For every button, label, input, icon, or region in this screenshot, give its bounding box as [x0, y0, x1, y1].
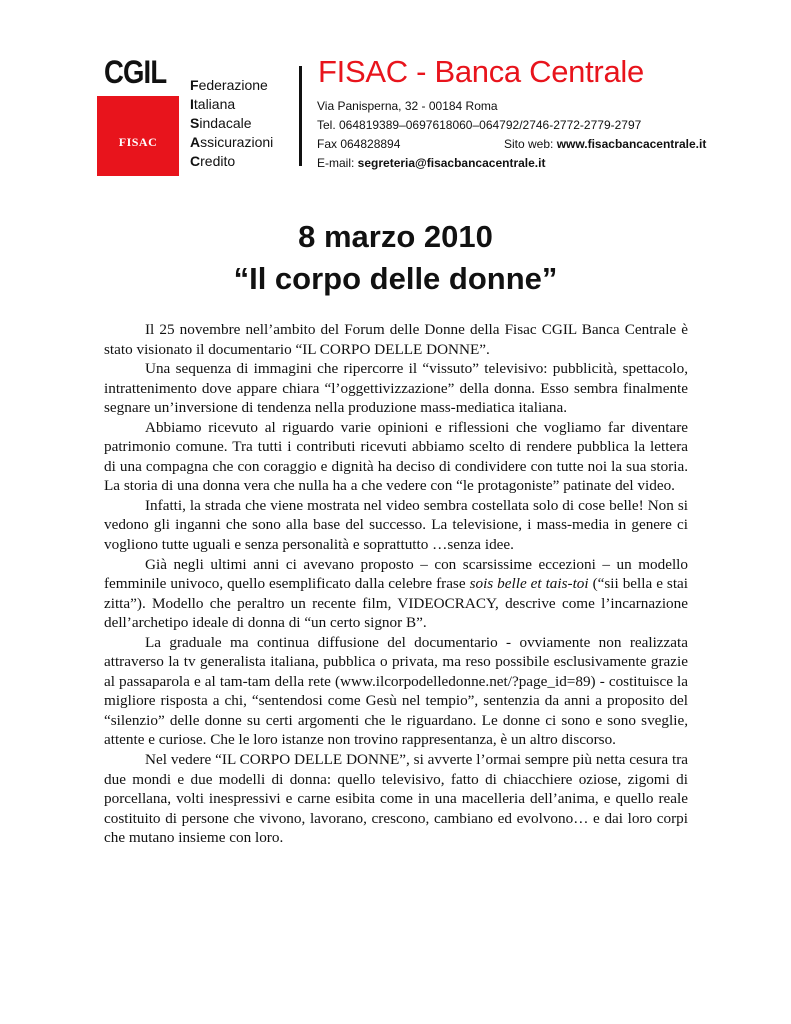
- acronym-rest: ssicurazioni: [200, 134, 274, 150]
- website-link[interactable]: www.fisacbancacentrale.it: [556, 137, 707, 151]
- acronym-row: [190, 95, 273, 114]
- italic-quote: sois belle et tais-toi: [469, 575, 589, 593]
- letterhead-divider: [299, 66, 302, 166]
- fax-number: Fax 064828894: [317, 137, 401, 151]
- email-link[interactable]: segreteria@fisacbancacentrale.it: [357, 156, 546, 170]
- acronym-initial: I: [190, 96, 194, 112]
- acronym-row: [190, 133, 273, 152]
- paragraph: Infatti, la strada che viene mostrata nel video sembra costellata solo di cose belle! Non si vedono gli inganni che sono alla base del successo. La televisione, i mass-media in genere ci vogliono tutte uguali e senza personalità e soprattutto …senza idee.: [104, 496, 688, 554]
- website: [504, 135, 706, 154]
- acronym-initial: C: [190, 153, 201, 169]
- acronym-rest: ederazione: [198, 77, 268, 93]
- acronym-rest: redito: [200, 153, 236, 169]
- paragraph: La graduale ma continua diffusione del documentario - ovviamente non realizzata attraverso la tv generalista italiana, pubblica o privata, ma reso possibile esclusivamente grazie al passaparola e al tam-tam della rete (www.ilcorpodelledonne.net/?page_id=89) - costituisce la migliore risposta a chi, “sentendosi come Gesù nel tempio”, sentenzia da anni a proposito del “silenzio” delle donne su certi argomenti che le riguardano. Le donne ci sono e sono sveglie, attente e curiose. Che le loro istanze non trovino rappresentanza, è un altro discorso.: [104, 633, 688, 749]
- email-line: [317, 154, 641, 173]
- fax-site-line: [317, 135, 707, 154]
- paragraph: Abbiamo ricevuto al riguardo varie opinioni e riflessioni che vogliamo far diventare patrimonio comune. Tra tutti i contributi ricevuti abbiamo scelto di rendere pubblica la lettera di una compagna che con coraggio e dignità ha deciso di condividere con tutte noi la sua storia. La storia di una donna vera che nulla ha a che vedere con “le protagoniste” patinate del video.: [104, 418, 688, 495]
- paragraph: Nel vedere “IL CORPO DELLE DONNE”, si avverte l’ormai sempre più netta cesura tra due mondi e due modelli di donna: quello televisivo, fatto di chiacchiere oziose, zigomi di porcellana, volti inespressivi e carne esibita come in una macelleria dell’anima, e quello reale costituito di persone che vivono, lavorano, crescono, cambiano ed evolvono… e dai loro corpi che mutano insieme con loro.: [104, 751, 688, 847]
- paragraph: Una sequenza di immagini che ripercorre il “vissuto” televisivo: pubblicità, spettacolo, intrattenimento dove appare chiara “l’oggettivizzazione” della donna. Esso sembra finalmente segnare un’inversione di tendenza nella produzione mass-mediatica italiana.: [104, 360, 688, 417]
- acronym-rest: taliana: [193, 96, 236, 112]
- acronym-row: [190, 76, 273, 95]
- paragraph: [104, 555, 688, 633]
- acronym-row: [190, 152, 273, 171]
- document-title: [0, 216, 791, 300]
- paragraph: Il 25 novembre nell’ambito del Forum delle Donne della Fisac CGIL Banca Centrale è stato visionato il documentario “IL CORPO DELLE DONNE”.: [104, 321, 688, 358]
- acronym-initial: A: [190, 134, 201, 150]
- paragraph-text: (“sii bella e stai zitta”). Modello che peraltro un recente film, VIDEOCRACY, descrive come l’incarnazione dell’archetipo ideale di donna di “un certo signor B”.: [104, 575, 688, 632]
- fisac-logo-box: [97, 96, 179, 176]
- paragraph-text: Già negli ultimi anni ci avevano proposto – con scarsissime eccezioni – un modello femminile univoco, quello esemplificato dalla celebre frase: [104, 555, 688, 593]
- title-date: 8 marzo 2010: [298, 219, 493, 254]
- phone-line: Tel. 064819389–0697618060–064792/2746-2772-2779-2797: [317, 118, 642, 132]
- fisac-logo-label: FISAC: [118, 135, 158, 149]
- federation-acronym: [190, 76, 273, 171]
- acronym-initial: F: [190, 77, 199, 93]
- website-label: Sito web:: [504, 137, 557, 151]
- contact-info: [317, 97, 707, 173]
- address-line: Via Panisperna, 32 - 00184 Roma: [317, 99, 498, 113]
- title-subject: “Il corpo delle donne”: [233, 261, 558, 296]
- email-label: E-mail:: [317, 156, 358, 170]
- letterhead: [0, 0, 791, 180]
- org-title: FISAC - Banca Centrale: [318, 54, 644, 89]
- document-body: [104, 320, 688, 848]
- acronym-initial: S: [190, 115, 200, 131]
- acronym-rest: indacale: [199, 115, 252, 131]
- acronym-row: [190, 114, 273, 133]
- cgil-logo-text: CGIL: [104, 54, 167, 90]
